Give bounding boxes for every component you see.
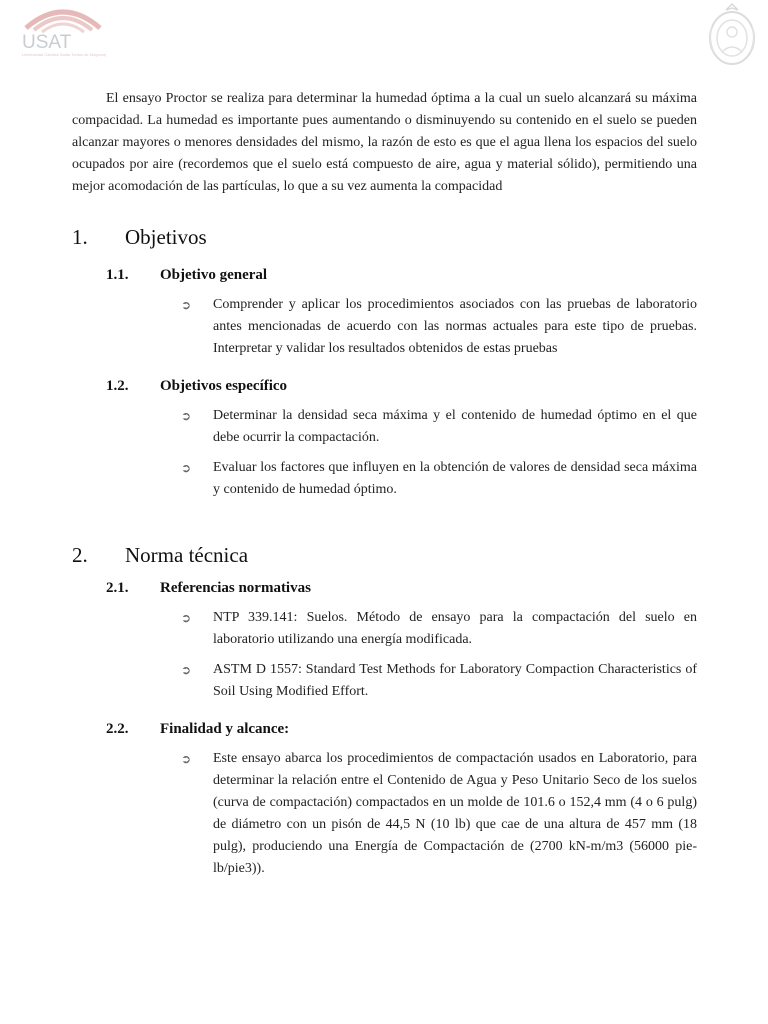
arrow-bullet-icon: ➲ (181, 611, 192, 625)
bullet-list (179, 405, 697, 501)
section-number: 2. (72, 543, 88, 567)
subsection-2-1-heading (106, 580, 697, 597)
list-item-text: ASTM D 1557: Standard Test Methods for Laboratory Compaction Characteristics of Soil Using Modified Effort. (213, 662, 697, 699)
list-item (179, 748, 697, 880)
subsection-title: Finalidad y alcance: (160, 721, 290, 737)
arrow-bullet-icon: ➲ (181, 752, 192, 766)
arrow-bullet-icon: ➲ (181, 409, 192, 423)
subsection-number: 2.1. (106, 580, 129, 596)
list-item-text: Determinar la densidad seca máxima y el contenido de humedad óptimo en el que debe ocurrir la compactación. (213, 408, 697, 445)
subsection-title: Objetivo general (160, 267, 268, 283)
bullet-list (179, 607, 697, 703)
section-title: Objetivos (125, 225, 207, 249)
list-item (179, 294, 697, 360)
list-item-text: Comprender y aplicar los procedimientos asociados con las pruebas de laboratorio antes mencionadas de acuerdo con las normas actuales para este tipo de pruebas. Interpretar y validar los resultados obtenidos de estas pruebas (213, 297, 697, 356)
list-item-text: NTP 339.141: Suelos. Método de ensayo para la compactación del suelo en laboratorio utilizando una energía modificada. (213, 610, 697, 647)
subsection-number: 2.2. (106, 721, 129, 737)
subsection-1-2-heading (106, 378, 697, 395)
subsection-number: 1.2. (106, 378, 129, 394)
usat-logo (20, 4, 106, 64)
section-number: 1. (72, 225, 88, 249)
arrow-bullet-icon: ➲ (181, 461, 192, 475)
section-2-heading (72, 543, 697, 568)
list-item (179, 659, 697, 703)
bullet-list (179, 748, 697, 880)
subsection-1-1-heading (106, 267, 697, 284)
list-item-text: Evaluar los factores que influyen en la obtención de valores de densidad seca máxima y contenido de humedad óptimo. (213, 460, 697, 497)
subsection-title: Objetivos específico (160, 378, 288, 394)
list-item (179, 607, 697, 651)
section-1-heading (72, 225, 697, 250)
list-item-text: Este ensayo abarca los procedimientos de compactación usados en Laboratorio, para determinar la relación entre el Contenido de Agua y Peso Unitario Seco de los suelos (curva de compactación) compactados en un molde de 101.6 o 152,4 mm (4 o 6 pulg) de diámetro con un pisón de 44,5 N (10 lb) que cae de una altura de 457 mm (18 pulg), produciendo una Energía de Compactación de (2700 kN-m/m3 (56000 pie-lb/pie3)). (213, 751, 697, 876)
university-seal (704, 0, 760, 70)
intro-paragraph: El ensayo Proctor se realiza para determinar la humedad óptima a la cual un suelo alcanzará su máxima compacidad. La humedad es importante pues aumentando o disminuyendo su contenido en el suelo se pueden alcanzar mayores o menores densidades del mismo, la razón de esto es que el agua llena los espacios del suelo ocupados por aire (recordemos que el suelo está compuesto de aire, agua y material sólido), permitiendo una mejor acomodación de las partículas, lo que a su vez aumenta la compacidad (72, 91, 697, 194)
subsection-2-2-heading (106, 721, 697, 738)
usat-logo-subtext: Universidad Católica Santo Toribio de Mogrovejo (22, 52, 106, 57)
arrow-bullet-icon: ➲ (181, 298, 192, 312)
bullet-list (179, 294, 697, 360)
list-item (179, 405, 697, 449)
arrow-bullet-icon: ➲ (181, 663, 192, 677)
subsection-number: 1.1. (106, 267, 129, 283)
document-page (72, 88, 697, 888)
list-item (179, 457, 697, 501)
usat-logo-text: USAT (22, 32, 72, 53)
subsection-title: Referencias normativas (160, 580, 311, 596)
section-title: Norma técnica (125, 543, 249, 567)
